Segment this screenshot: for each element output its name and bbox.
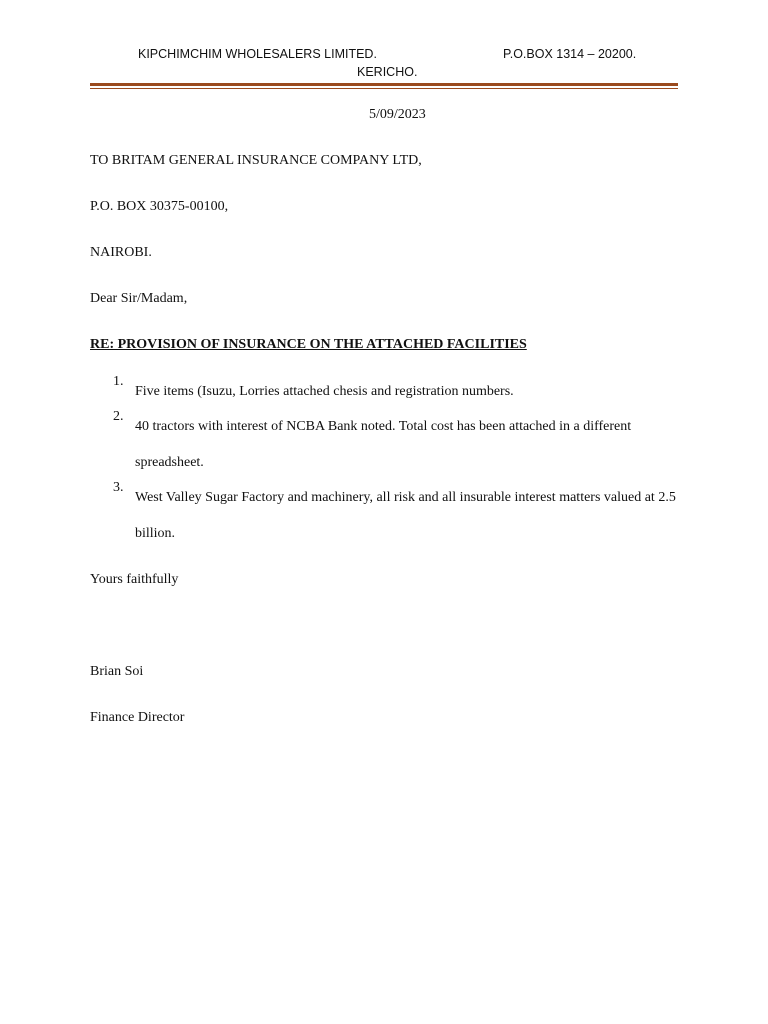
- letter-date: 5/09/2023: [369, 107, 426, 122]
- recipient-line-3: NAIROBI.: [90, 245, 152, 260]
- recipient-line-2: P.O. BOX 30375-00100,: [90, 199, 229, 214]
- list-item-text: West Valley Sugar Factory and machinery, all risk and all insurable interest matters valued at 2.5 billion.: [135, 490, 676, 541]
- letterhead-rule-thick: [90, 83, 678, 86]
- signatory-name: Brian Soi: [90, 664, 144, 679]
- letterhead-town: KERICHO.: [357, 65, 418, 79]
- letterhead-company: KIPCHIMCHIM WHOLESALERS LIMITED.: [138, 47, 377, 61]
- letterhead: [0, 0, 768, 92]
- list-item-number: 2.: [113, 409, 124, 424]
- list-item-number: 3.: [113, 480, 124, 495]
- list-item-text: 40 tractors with interest of NCBA Bank noted. Total cost has been attached in a different spreadsheet.: [135, 419, 632, 470]
- signatory-title: Finance Director: [90, 710, 185, 725]
- list-item-number: 1.: [113, 374, 124, 389]
- list-item-text: Five items (Isuzu, Lorries attached chesis and registration numbers.: [135, 384, 514, 399]
- subject-line: RE: PROVISION OF INSURANCE ON THE ATTACHED FACILITIES: [90, 337, 527, 352]
- salutation: Dear Sir/Madam,: [90, 291, 188, 306]
- recipient-line-1: TO BRITAM GENERAL INSURANCE COMPANY LTD,: [90, 153, 422, 168]
- closing: Yours faithfully: [90, 572, 179, 587]
- letterhead-rule-thin: [90, 88, 678, 89]
- letterhead-po-box: P.O.BOX 1314 – 20200.: [503, 47, 637, 61]
